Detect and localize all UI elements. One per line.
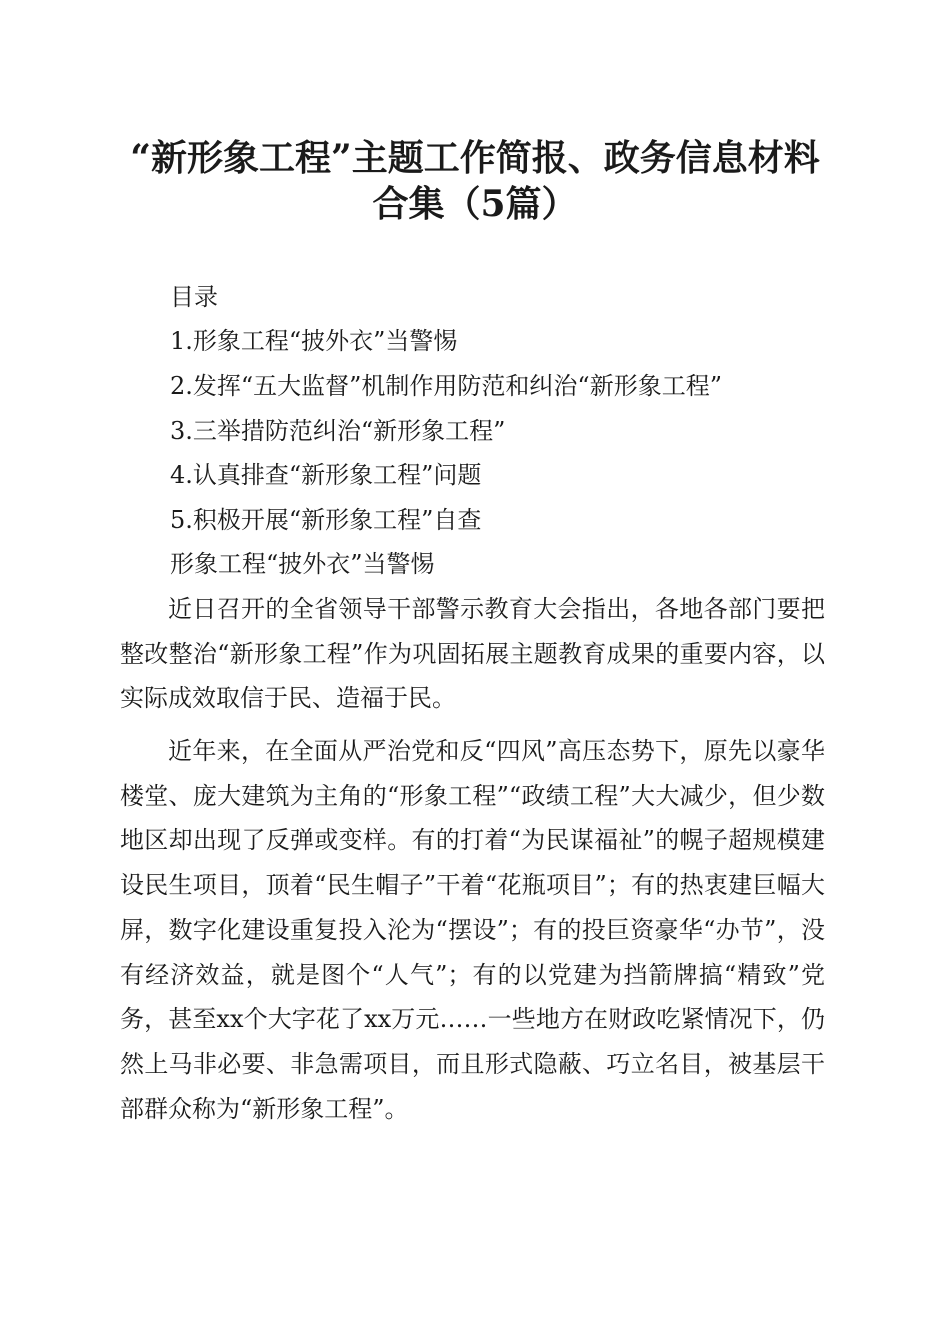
paragraph: 近年来，在全面从严治党和反“四风”高压态势下，原先以豪华楼堂、庞大建筑为主角的“形象工程”“政绩工程”大大减少，但少数地区却出现了反弹或变样。有的打着“为民谋福祉”的幌子超规模建设民生项目，顶着“民生帽子”干着“花瓶项目”；有的热衷建巨幅大屏，数字化建设重复投入沦为“摆设”；有的投巨资豪华“办节”，没有经济效益，就是图个“人气”；有的以党建为挡箭牌搞“精致”党务，甚至xx个大字花了xx万元……一些地方在财政吃紧情况下，仍然上马非必要、非急需项目，而且形式隐蔽、巧立名目，被基层干部群众称为“新形象工程”。 xyxy=(120,737,825,1123)
toc-heading: 目录 xyxy=(170,283,218,311)
toc-item: 3.三举措防范纠治“新形象工程” xyxy=(170,417,506,445)
section-heading: 形象工程“披外衣”当警惕 xyxy=(170,550,435,578)
document-title-line-1: “新形象工程”主题工作简报、政务信息材料 xyxy=(130,137,820,179)
document-title-line-2: 合集（5篇） xyxy=(372,183,578,225)
paragraph: 近日召开的全省领导干部警示教育大会指出，各地各部门要把整改整治“新形象工程”作为巩固拓展主题教育成果的重要内容，以实际成效取信于民、造福于民。 xyxy=(120,595,825,713)
toc-item: 2.发挥“五大监督”机制作用防范和纠治“新形象工程” xyxy=(170,372,722,400)
toc-item: 1.形象工程“披外衣”当警惕 xyxy=(170,327,458,355)
toc-item: 4.认真排查“新形象工程”问题 xyxy=(170,461,482,489)
toc-item: 5.积极开展“新形象工程”自查 xyxy=(170,506,482,534)
